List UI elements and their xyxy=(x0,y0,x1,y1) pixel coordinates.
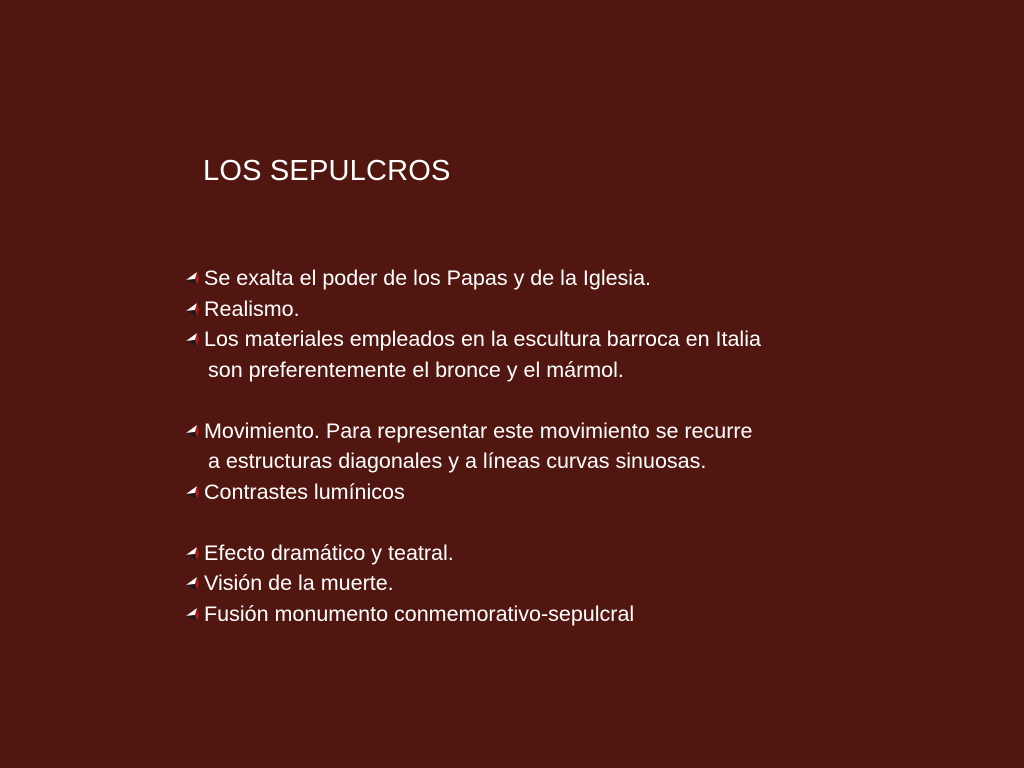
list-spacer xyxy=(186,385,906,416)
list-item xyxy=(186,263,906,294)
list-item-text: Efecto dramático y teatral. xyxy=(204,540,454,565)
list-spacer xyxy=(186,507,906,538)
list-item xyxy=(186,599,906,630)
arrow-bullet-icon xyxy=(186,333,202,346)
list-item-text-continued: son preferentemente el bronce y el mármol. xyxy=(208,357,624,382)
bullet-list xyxy=(186,263,906,629)
list-item-text: Fusión monumento conmemorativo-sepulcral xyxy=(204,601,635,626)
list-item-text-continued: a estructuras diagonales y a líneas curvas sinuosas. xyxy=(208,449,707,473)
slide-title: LOS SEPULCROS xyxy=(203,155,451,187)
list-item-text: Realismo. xyxy=(204,296,300,321)
list-item-text: Visión de la muerte. xyxy=(204,571,394,595)
list-item xyxy=(186,416,906,477)
list-item xyxy=(186,324,906,385)
list-item xyxy=(186,568,906,599)
arrow-bullet-icon xyxy=(186,425,202,438)
list-item xyxy=(186,538,906,569)
list-item-text: Movimiento. Para representar este movimiento se recurre xyxy=(204,418,753,443)
arrow-bullet-icon xyxy=(186,486,202,499)
list-item xyxy=(186,477,906,508)
arrow-bullet-icon xyxy=(186,303,202,316)
list-item-text: Contrastes lumínicos xyxy=(204,479,405,504)
list-item-text: Se exalta el poder de los Papas y de la Iglesia. xyxy=(204,266,652,290)
list-item xyxy=(186,294,906,325)
arrow-bullet-icon xyxy=(186,577,202,590)
arrow-bullet-icon xyxy=(186,272,202,285)
arrow-bullet-icon xyxy=(186,547,202,560)
list-item-text: Los materiales empleados en la escultura barroca en Italia xyxy=(204,327,761,351)
arrow-bullet-icon xyxy=(186,608,202,621)
